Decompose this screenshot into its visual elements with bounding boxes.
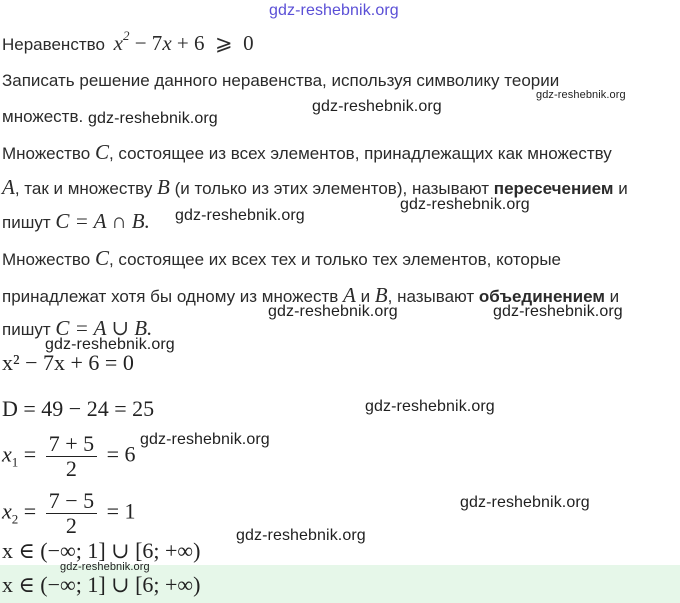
task-line: [2, 28, 254, 55]
x1-result: = 6: [106, 441, 136, 467]
x2-subscript: 2: [11, 511, 19, 527]
watermark: gdz-reshebnik.org: [312, 98, 442, 115]
union-line-1: [2, 248, 561, 270]
x2-fraction: [46, 489, 97, 538]
watermark: gdz-reshebnik.org: [536, 89, 626, 101]
text: , состоящее из всех элементов, принадлежащих как множеству: [108, 144, 612, 163]
text: , называют: [387, 287, 479, 306]
math-var: A: [2, 175, 15, 199]
x2-denominator: 2: [46, 513, 97, 538]
solution-set: x ∈ (−∞; 1] ∪ [6; +∞): [2, 538, 201, 563]
x1-denominator: 2: [46, 456, 97, 481]
task-label: Неравенство: [2, 35, 105, 54]
text: принадлежат хотя бы одному из множеств: [2, 287, 344, 306]
text: , состоящее их всех тех и только тех элементов, которые: [108, 250, 562, 269]
final-answer: x ∈ (−∞; 1] ∪ [6; +∞): [2, 572, 201, 597]
x1-numerator: 7 + 5: [48, 431, 95, 456]
intersection-line-1: [2, 142, 612, 164]
watermark: gdz-reshebnik.org: [175, 207, 305, 224]
watermark: gdz-reshebnik.org: [140, 431, 270, 448]
watermark-top: gdz-reshebnik.org: [269, 2, 399, 19]
watermark: gdz-reshebnik.org: [460, 494, 590, 511]
watermark: gdz-reshebnik.org: [365, 398, 495, 415]
watermark: gdz-reshebnik.org: [45, 336, 175, 353]
watermark: gdz-reshebnik.org: [493, 303, 623, 320]
x1-fraction: [46, 432, 97, 481]
instruction-line-1: Записать решение данного неравенства, используя символику теории: [2, 71, 560, 90]
union-formula: C = A ∪ B.: [55, 316, 153, 340]
task-inequality: $x^2 - 7x + 6$ ⩾ 0: [113, 28, 254, 55]
term-intersection: пересечением: [493, 179, 614, 198]
root-x2: $x_2$ = $\frac{7 - 5}{2}$ = 1: [2, 488, 136, 538]
text: и: [613, 179, 628, 198]
math-var: C: [94, 140, 109, 164]
text: пишут: [2, 213, 56, 232]
math-var: B: [157, 175, 170, 199]
text: (и только из этих элементов), называют: [169, 179, 494, 198]
x2-label: x: [2, 498, 12, 524]
intersection-line-2: [2, 177, 628, 199]
root-x1: $x_1$ = $\frac{7 + 5}{2}$ = 6: [2, 431, 136, 481]
math-var: A: [343, 283, 356, 307]
watermark: gdz-reshebnik.org: [400, 196, 530, 213]
text: пишут: [2, 320, 56, 339]
term-union: объединением: [478, 287, 605, 306]
intersection-line-3: [2, 211, 150, 233]
text: , так и множеству: [14, 179, 158, 198]
instruction-line-2: множеств.: [2, 107, 84, 126]
watermark: gdz-reshebnik.org: [268, 303, 398, 320]
text: Множество: [2, 250, 95, 269]
watermark: gdz-reshebnik.org: [236, 527, 366, 544]
math-var: C: [94, 246, 109, 270]
x1-label: x: [2, 441, 12, 467]
watermark: gdz-reshebnik.org: [60, 561, 150, 573]
discriminant: D = 49 − 24 = 25: [2, 396, 155, 421]
text: Множество: [2, 144, 95, 163]
watermark: gdz-reshebnik.org: [88, 110, 218, 127]
x2-numerator: 7 − 5: [48, 488, 95, 513]
x1-subscript: 1: [11, 454, 19, 470]
x2-result: = 1: [106, 498, 136, 524]
quadratic-equation: x² − 7x + 6 = 0: [2, 350, 134, 375]
math-var: B: [374, 283, 388, 307]
text: и: [355, 287, 375, 306]
intersection-formula: C = A ∩ B.: [55, 209, 150, 233]
text: и: [604, 287, 620, 306]
